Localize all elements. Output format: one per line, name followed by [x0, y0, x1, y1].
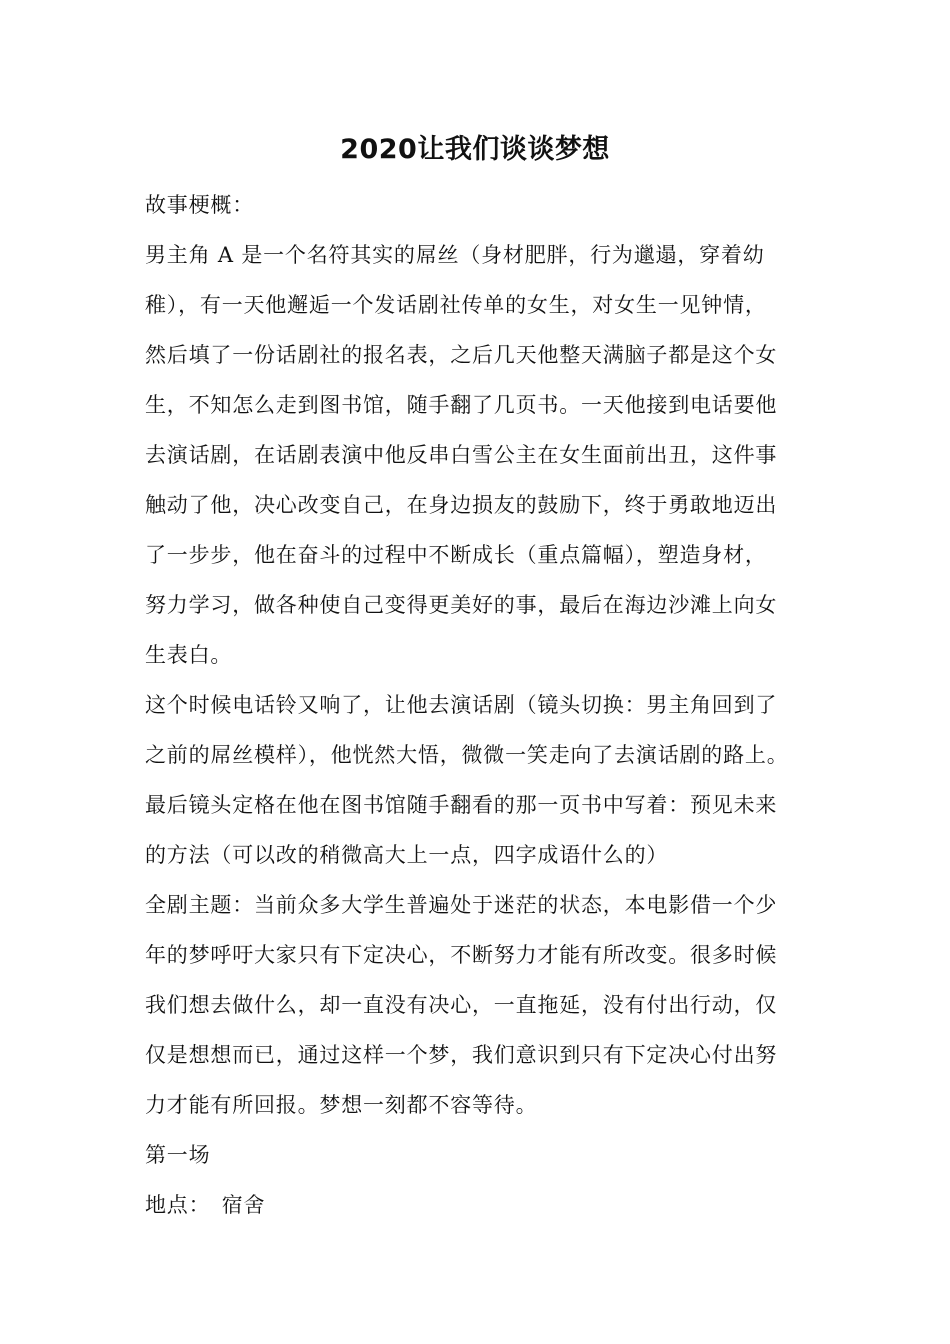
text-line: 年的梦呼吁大家只有下定决心，不断努力才能有所改变。很多时候	[145, 943, 778, 967]
text-line: 仅是想想而已，通过这样一个梦，我们意识到只有下定决心付出努	[145, 1043, 778, 1067]
text-line: 力才能有所回报。梦想一刻都不容等待。	[145, 1093, 538, 1117]
text-line: 然后填了一份话剧社的报名表，之后几天他整天满脑子都是这个女	[145, 343, 778, 367]
text-line: 去演话剧，在话剧表演中他反串白雪公主在女生面前出丑，这件事	[145, 443, 778, 467]
text-line: 触动了他，决心改变自己，在身边损友的鼓励下，终于勇敢地迈出	[145, 493, 778, 517]
text-line: 故事梗概：	[145, 193, 254, 217]
location-line: 地点： 宿舍	[145, 1193, 266, 1217]
text-line: 我们想去做什么，却一直没有决心，一直拖延，没有付出行动，仅	[145, 993, 778, 1017]
text-line: 最后镜头定格在他在图书馆随手翻看的那一页书中写着：预见未来	[145, 793, 778, 817]
document-body	[145, 180, 815, 1230]
text-line: 生，不知怎么走到图书馆，随手翻了几页书。一天他接到电话要他	[145, 393, 778, 417]
text-line: 了一步步，他在奋斗的过程中不断成长（重点篇幅），塑造身材，	[145, 543, 767, 567]
text-line: 之前的屌丝模样），他恍然大悟，微微一笑走向了去演话剧的路上。	[145, 743, 789, 767]
text-line: 男主角 A 是一个名符其实的屌丝（身材肥胖，行为邋遢，穿着幼	[145, 243, 765, 267]
text-line: 全剧主题：当前众多大学生普遍处于迷茫的状态，本电影借一个少	[145, 893, 778, 917]
text-line: 这个时候电话铃又响了，让他去演话剧（镜头切换：男主角回到了	[145, 693, 778, 717]
scene-heading: 第一场	[145, 1143, 211, 1167]
text-line: 的方法（可以改的稍微高大上一点，四字成语什么的）	[145, 843, 669, 867]
text-line: 生表白。	[145, 643, 233, 667]
text-line: 努力学习，做各种使自己变得更美好的事，最后在海边沙滩上向女	[145, 593, 778, 617]
document-title: 2020让我们谈谈梦想	[340, 134, 610, 165]
text-line: 稚），有一天他邂逅一个发话剧社传单的女生，对女生一见钟情，	[145, 293, 767, 317]
